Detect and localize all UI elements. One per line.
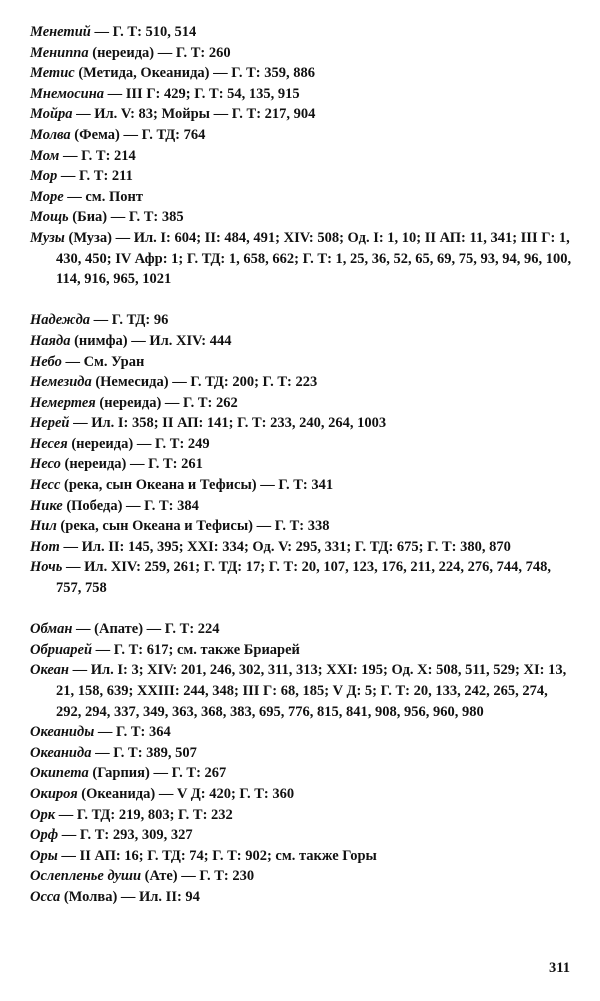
entry-name: Нерей: [30, 415, 70, 432]
entry-name: Мениппа: [30, 44, 89, 61]
entry-references: (река, сын Океана и Тефисы) — Г. Т: 341: [60, 477, 334, 494]
entry-name: Небо: [30, 353, 62, 370]
entry-references: — III Г: 429; Г. Т: 54, 135, 915: [104, 85, 300, 102]
entry-references: — Ил. I: 3; XIV: 201, 246, 302, 311, 313; XXI: 195; Од. X: 508, 511, 529; XI: 13, 21, 158, 639; XXIII: 244, 348; III Г: 68, 185; V Д: 5; Г. Т: 20, 133, 242, 265, 274, 292, 294, 337, 349, 363, 368, 383, 695, 776, 815, 841, 908, 956, 960, 980: [56, 662, 567, 720]
entry-references: (нимфа) — Ил. XIV: 444: [70, 332, 232, 349]
entry-name: Окироя: [30, 785, 78, 802]
entry-references: — Ил. V: 83; Мойры — Г. Т: 217, 904: [72, 106, 316, 123]
index-entry: [30, 640, 575, 661]
entry-name: Мом: [30, 147, 60, 164]
entry-name: Океан: [30, 662, 69, 679]
index-entry: [30, 846, 575, 867]
entry-name: Нил: [30, 518, 57, 535]
entry-references: — Г. ТД: 96: [90, 312, 169, 329]
entry-name: Менетий: [30, 24, 91, 40]
index-entry: [30, 104, 575, 125]
entry-name: Немертея: [30, 394, 96, 411]
entry-references: (Метида, Океанида) — Г. Т: 359, 886: [74, 65, 315, 82]
entry-name: Осса: [30, 888, 61, 905]
entry-name: Ночь: [30, 559, 63, 576]
index-entry: [30, 84, 575, 105]
index-entry: [30, 557, 575, 598]
entry-references: (нереида) — Г. Т: 262: [95, 394, 238, 411]
index-entry: [30, 331, 575, 352]
index-entry: [30, 825, 575, 846]
index-entry: [30, 228, 575, 290]
index-entry: [30, 537, 575, 558]
entry-references: — Ил. XIV: 259, 261; Г. ТД: 17; Г. Т: 20, 107, 123, 176, 211, 224, 276, 744, 748, 757, 758: [56, 559, 552, 597]
index-entry: [30, 660, 575, 722]
index-entry: [30, 784, 575, 805]
index-entry: [30, 166, 575, 187]
section-gap: [30, 290, 575, 311]
entry-references: — Г. Т: 214: [59, 147, 136, 164]
entry-references: (река, сын Океана и Тефисы) — Г. Т: 338: [56, 518, 330, 535]
index-entry: [30, 743, 575, 764]
index-entry: [30, 372, 575, 393]
index-entry: [30, 619, 575, 640]
index-entry: [30, 22, 575, 43]
entry-references: — Г. Т: 364: [94, 724, 171, 741]
entry-references: (Гарпия) — Г. Т: 267: [88, 765, 227, 782]
entry-name: Оры: [30, 847, 58, 864]
entry-references: — Г. Т: 617; см. также Бриарей: [92, 641, 300, 658]
entry-references: — II АП: 16; Г. ТД: 74; Г. Т: 902; см. также Горы: [57, 847, 377, 864]
entry-references: (Океанида) — V Д: 420; Г. Т: 360: [77, 785, 295, 802]
entry-name: Окипета: [30, 765, 89, 782]
index-entry: [30, 496, 575, 517]
entry-name: Орк: [30, 806, 56, 823]
entry-references: (Молва) — Ил. II: 94: [60, 888, 200, 905]
index-entry: [30, 310, 575, 331]
entry-references: (Немесида) — Г. ТД: 200; Г. Т: 223: [91, 374, 318, 391]
entry-name: Океанида: [30, 744, 92, 761]
index-entry: [30, 63, 575, 84]
index-entry: [30, 475, 575, 496]
entry-name: Музы: [30, 229, 65, 246]
entry-references: (Фема) — Г. ТД: 764: [70, 126, 206, 143]
entry-name: Молва: [30, 126, 71, 143]
entry-name: Несс: [30, 477, 61, 494]
entry-name: Ослепленье души: [30, 868, 142, 885]
entry-name: Немезида: [30, 374, 92, 391]
index-entry: [30, 413, 575, 434]
entry-references: — См. Уран: [61, 353, 145, 370]
index-entry: [30, 207, 575, 228]
index-entry: [30, 763, 575, 784]
entry-name: Обриарей: [30, 641, 93, 658]
entry-name: Орф: [30, 827, 59, 844]
entry-name: Надежда: [30, 312, 91, 329]
entry-name: Океаниды: [30, 724, 95, 741]
index-entry: [30, 352, 575, 373]
index-entry: [30, 125, 575, 146]
index-entry: [30, 434, 575, 455]
entry-references: — Г. ТД: 219, 803; Г. Т: 232: [55, 806, 233, 823]
entry-references: — (Апате) — Г. Т: 224: [72, 621, 220, 638]
entry-references: — Г. Т: 293, 309, 327: [58, 827, 193, 844]
entry-name: Мнемосина: [30, 85, 105, 102]
entry-references: (Биа) — Г. Т: 385: [68, 209, 184, 226]
entry-name: Море: [30, 188, 64, 205]
index-entry: [30, 722, 575, 743]
entry-name: Мор: [30, 168, 58, 185]
entry-references: (Муза) — Ил. I: 604; II: 484, 491; XIV: 508; Од. I: 1, 10; II АП: 11, 341; III Г: 1, 430, 450; IV Афр: 1; Г. ТД: 1, 658, 662; Г. Т: 1, 25, 36, 52, 65, 69, 75, 93, 94, 96, 100, 114, 916, 965, 1021: [56, 229, 572, 288]
index-entry: [30, 866, 575, 887]
entry-references: — Г. Т: 389, 507: [91, 744, 197, 761]
entry-references: (нереида) — Г. Т: 249: [67, 435, 210, 452]
index-entry: [30, 454, 575, 475]
index-entry: [30, 43, 575, 64]
index-entry: [30, 887, 575, 908]
index-entry: [30, 146, 575, 167]
entry-name: Обман: [30, 621, 73, 638]
entry-references: (Ате) — Г. Т: 230: [141, 868, 255, 885]
entry-references: — Ил. II: 145, 395; XXI: 334; Од. V: 295, 331; Г. ТД: 675; Г. Т: 380, 870: [59, 538, 511, 555]
entry-references: — см. Понт: [63, 188, 143, 205]
entry-name: Несея: [30, 435, 68, 452]
entry-name: Несо: [30, 456, 61, 473]
entry-name: Мощь: [30, 209, 69, 226]
index-entry: [30, 805, 575, 826]
index-entry: [30, 393, 575, 414]
entry-references: — Г. Т: 510, 514: [90, 24, 197, 40]
index-column: [30, 22, 575, 908]
page-number: 311: [549, 960, 570, 976]
entry-references: (нереида) — Г. Т: 261: [60, 456, 203, 473]
entry-name: Наяда: [30, 332, 71, 349]
entry-references: — Г. Т: 211: [57, 168, 133, 185]
entry-name: Мойра: [30, 106, 73, 123]
entry-references: — Ил. I: 358; II АП: 141; Г. Т: 233, 240, 264, 1003: [69, 415, 387, 432]
entry-name: Метис: [30, 65, 75, 82]
entry-name: Нике: [30, 497, 63, 514]
index-entry: [30, 516, 575, 537]
index-entry: [30, 187, 575, 208]
entry-references: (Победа) — Г. Т: 384: [62, 497, 199, 514]
section-gap: [30, 599, 575, 620]
entry-name: Нот: [30, 538, 60, 555]
entry-references: (нереида) — Г. Т: 260: [88, 44, 231, 61]
